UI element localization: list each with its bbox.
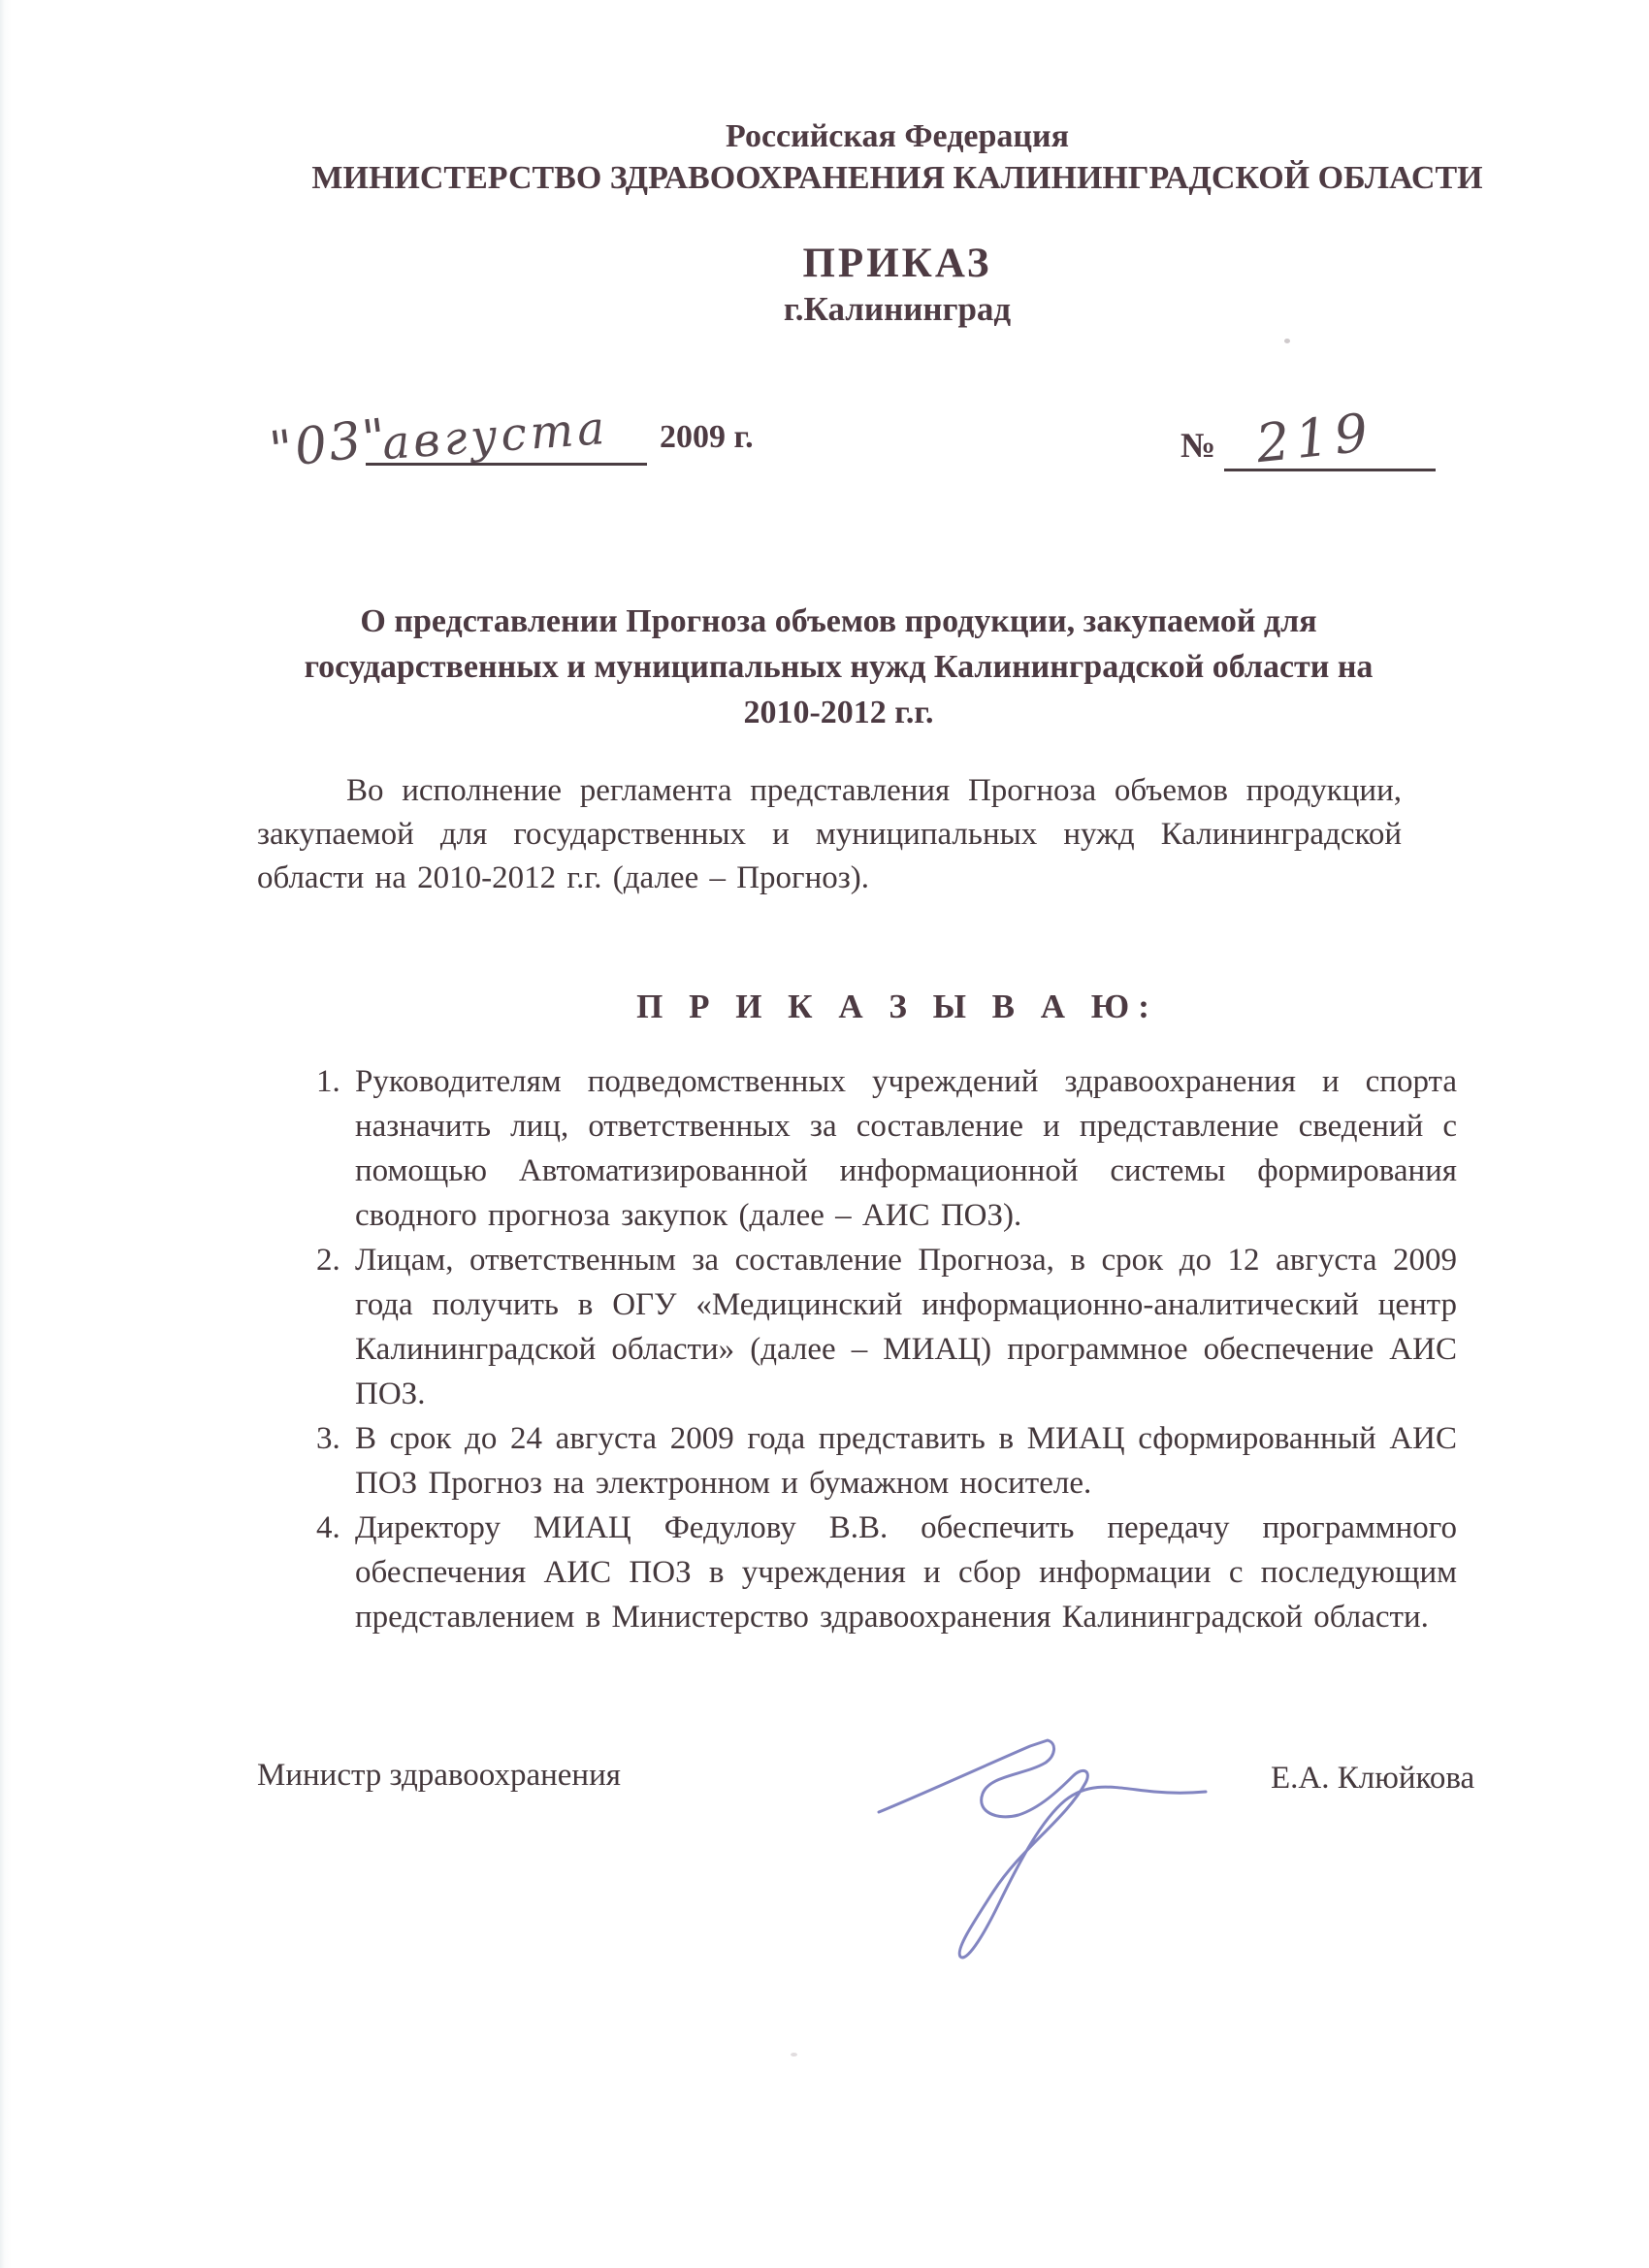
order-word: П Р И К А З Ы В А Ю: xyxy=(636,988,1158,1025)
handwritten-signature xyxy=(854,1727,1242,1979)
scan-speck xyxy=(791,2053,797,2057)
printed-year: 2009 г. xyxy=(660,419,754,455)
handwritten-order-number: 219 xyxy=(1253,401,1377,475)
document-header xyxy=(155,116,1639,332)
header-country: Российская Федерация xyxy=(726,118,1069,154)
number-sign: № xyxy=(1180,426,1216,465)
order-subject-title: О представлении Прогноза объемов продукции, закупаемой для государственных и муниципальных нужд Калининградской области на 2010-2012 г.г. xyxy=(304,603,1374,730)
header-ministry: МИНИСТЕРСТВО ЗДРАВООХРАНЕНИЯ КАЛИНИНГРАДСКОЙ ОБЛАСТИ xyxy=(311,160,1483,196)
document-type-title: ПРИКАЗ xyxy=(802,241,992,286)
header-city: г.Калининград xyxy=(783,290,1012,328)
order-item: 4. Директору МИАЦ Федулову В.В. обеспечить передачу программного обеспечения АИС ПОЗ в учреждения и сбор информации с последующим представлением в Министерство здравоохранения Калининградской области. xyxy=(351,1506,1457,1639)
order-item: 2. Лицам, ответственным за составление Прогноза, в срок до 12 августа 2009 года получить в ОГУ «Медицинский информационно-аналитический центр Калининградской области» (далее – МИАЦ) программное обеспечение АИС ПОЗ. xyxy=(351,1238,1457,1416)
order-item: 3. В срок до 24 августа 2009 года представить в МИАЦ сформированный АИС ПОЗ Прогноз на электронном и бумажном носителе. xyxy=(351,1416,1457,1506)
order-item: 1. Руководителям подведомственных учреждений здравоохранения и спорта назначить лиц, ответственных за составление и представление сведений с помощью Автоматизированной информационной системы формирования сводного прогноза закупок (далее – АИС ПОЗ). xyxy=(351,1059,1457,1238)
signer-name: Е.А. Клюйкова xyxy=(1271,1761,1475,1796)
date-number-line xyxy=(0,401,1649,514)
signer-position: Министр здравоохранения xyxy=(257,1758,621,1793)
handwritten-day: "03" xyxy=(266,407,392,481)
handwritten-month: августа xyxy=(380,401,610,471)
preamble-paragraph: Во исполнение регламента представления Прогноза объемов продукции, закупаемой для государственных и муниципальных нужд Калининградской области на 2010-2012 г.г. (далее – Прогноз). xyxy=(257,773,1402,895)
order-items-list xyxy=(301,1059,1457,1639)
scan-speck xyxy=(1284,339,1290,343)
